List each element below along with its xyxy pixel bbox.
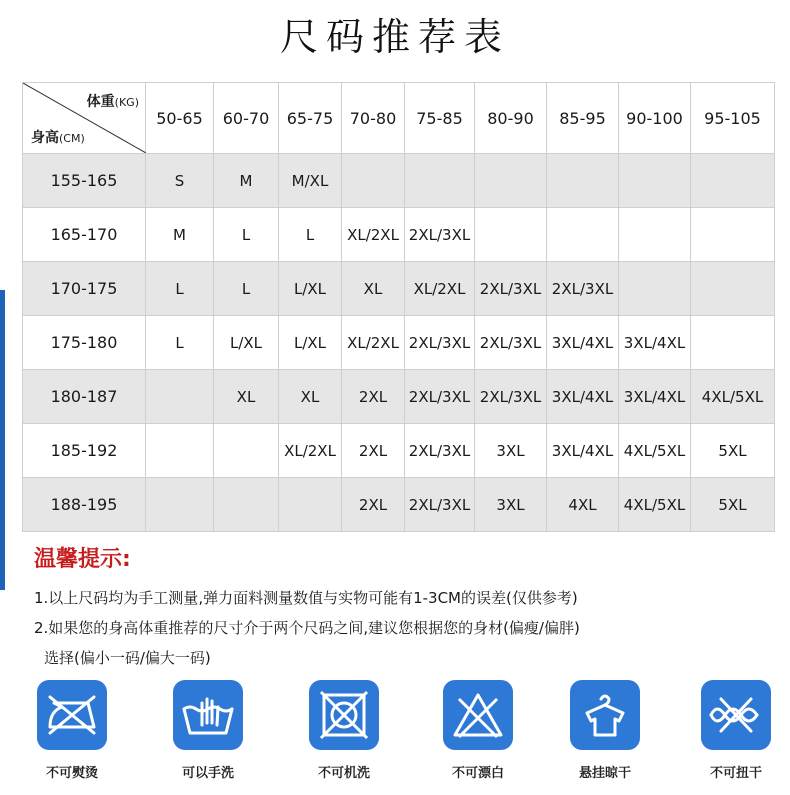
size-cell xyxy=(279,478,342,532)
size-cell: XL xyxy=(279,370,342,424)
size-cell: 2XL xyxy=(342,478,405,532)
size-cell: 2XL/3XL xyxy=(405,370,475,424)
corner-header xyxy=(23,83,146,154)
size-cell: XL xyxy=(214,370,279,424)
no-machine-wash-icon xyxy=(309,680,379,750)
care-label: 可以手洗 xyxy=(181,766,234,781)
height-cell: 180-187 xyxy=(23,370,146,424)
size-cell xyxy=(146,370,214,424)
size-cell xyxy=(691,262,775,316)
size-cell: 3XL/4XL xyxy=(619,370,691,424)
size-chart-table xyxy=(22,82,775,532)
size-cell: XL/2XL xyxy=(405,262,475,316)
hand-wash-icon xyxy=(173,680,243,750)
size-cell: XL xyxy=(342,262,405,316)
care-label: 不可扭干 xyxy=(709,766,762,781)
size-cell: 5XL xyxy=(691,424,775,478)
table-row xyxy=(23,316,775,370)
size-cell: XL/2XL xyxy=(279,424,342,478)
care-item-no-machine-wash xyxy=(304,680,384,781)
height-cell: 175-180 xyxy=(23,316,146,370)
size-cell xyxy=(547,208,619,262)
size-cell: 4XL xyxy=(547,478,619,532)
size-cell xyxy=(146,478,214,532)
weight-header-cell: 80-90 xyxy=(475,83,547,154)
size-cell xyxy=(619,262,691,316)
table-row xyxy=(23,424,775,478)
size-cell: 2XL xyxy=(342,424,405,478)
table-row xyxy=(23,154,775,208)
size-cell xyxy=(475,154,547,208)
size-cell xyxy=(547,154,619,208)
size-cell xyxy=(691,154,775,208)
tip-line-2: 2.如果您的身高体重推荐的尺寸介于两个尺码之间,建议您根据您的身材(偏瘦/偏胖) xyxy=(34,619,580,637)
size-cell: 2XL xyxy=(342,370,405,424)
height-axis-label: 身高(CM) xyxy=(31,130,85,146)
size-cell: 4XL/5XL xyxy=(619,478,691,532)
tips-title: 温馨提示: xyxy=(34,547,131,572)
care-item-hand-wash xyxy=(168,680,248,781)
size-cell: 3XL/4XL xyxy=(547,424,619,478)
tip-line-1: 1.以上尺码均为手工测量,弹力面料测量数值与实物可能有1-3CM的误差(仅供参考) xyxy=(34,589,578,607)
size-cell xyxy=(691,208,775,262)
size-cell: 4XL/5XL xyxy=(619,424,691,478)
weight-axis-label: 体重(KG) xyxy=(86,94,139,110)
page-title: 尺码推荐表 xyxy=(279,15,510,59)
weight-header-cell: 90-100 xyxy=(619,83,691,154)
size-cell: 2XL/3XL xyxy=(475,316,547,370)
height-cell: 170-175 xyxy=(23,262,146,316)
size-cell: L xyxy=(214,262,279,316)
size-cell xyxy=(342,154,405,208)
size-cell: 2XL/3XL xyxy=(405,316,475,370)
table-row xyxy=(23,478,775,532)
size-cell: 4XL/5XL xyxy=(691,370,775,424)
care-label: 悬挂晾干 xyxy=(578,766,631,781)
size-cell xyxy=(214,478,279,532)
table-row xyxy=(23,370,775,424)
weight-header-row xyxy=(23,83,775,154)
size-cell: 2XL/3XL xyxy=(475,262,547,316)
size-cell: 5XL xyxy=(691,478,775,532)
size-cell: 2XL/3XL xyxy=(405,424,475,478)
weight-header-cell: 65-75 xyxy=(279,83,342,154)
no-wring-icon xyxy=(701,680,771,750)
size-cell: XL/2XL xyxy=(342,316,405,370)
size-cell: L/XL xyxy=(279,262,342,316)
size-cell: XL/2XL xyxy=(342,208,405,262)
height-cell: 155-165 xyxy=(23,154,146,208)
hang-dry-icon xyxy=(570,680,640,750)
size-cell: 3XL/4XL xyxy=(547,316,619,370)
weight-header-cell: 75-85 xyxy=(405,83,475,154)
table-row xyxy=(23,208,775,262)
care-item-hang-dry xyxy=(565,680,645,781)
size-cell: M/XL xyxy=(279,154,342,208)
care-label: 不可熨烫 xyxy=(45,766,98,781)
left-edge-stripe xyxy=(0,290,5,590)
size-cell: 2XL/3XL xyxy=(547,262,619,316)
size-cell: 2XL/3XL xyxy=(475,370,547,424)
size-cell xyxy=(691,316,775,370)
size-cell: 2XL/3XL xyxy=(405,208,475,262)
size-cell: L xyxy=(146,316,214,370)
size-cell xyxy=(146,424,214,478)
care-item-no-bleach xyxy=(438,680,518,781)
tip-line-3: 选择(偏小一码/偏大一码) xyxy=(44,649,211,667)
size-cell: L/XL xyxy=(214,316,279,370)
size-cell xyxy=(405,154,475,208)
size-cell xyxy=(214,424,279,478)
size-cell xyxy=(475,208,547,262)
weight-header-cell: 60-70 xyxy=(214,83,279,154)
care-item-no-wring xyxy=(696,680,776,781)
size-cell: M xyxy=(146,208,214,262)
size-cell: 3XL/4XL xyxy=(619,316,691,370)
size-cell: 3XL xyxy=(475,424,547,478)
size-cell: L xyxy=(214,208,279,262)
height-cell: 185-192 xyxy=(23,424,146,478)
height-cell: 188-195 xyxy=(23,478,146,532)
size-cell: L/XL xyxy=(279,316,342,370)
weight-header-cell: 50-65 xyxy=(146,83,214,154)
size-cell: 3XL/4XL xyxy=(547,370,619,424)
size-cell: M xyxy=(214,154,279,208)
size-cell xyxy=(619,154,691,208)
care-label: 不可漂白 xyxy=(451,766,504,781)
no-iron-icon xyxy=(37,680,107,750)
size-cell: S xyxy=(146,154,214,208)
care-item-no-iron xyxy=(32,680,112,781)
weight-header-cell: 85-95 xyxy=(547,83,619,154)
size-cell: 3XL xyxy=(475,478,547,532)
size-cell: L xyxy=(146,262,214,316)
care-label: 不可机洗 xyxy=(317,766,370,781)
table-row xyxy=(23,262,775,316)
size-cell: 2XL/3XL xyxy=(405,478,475,532)
weight-header-cell: 95-105 xyxy=(691,83,775,154)
weight-header-cell: 70-80 xyxy=(342,83,405,154)
no-bleach-icon xyxy=(443,680,513,750)
size-cell: L xyxy=(279,208,342,262)
height-cell: 165-170 xyxy=(23,208,146,262)
size-cell xyxy=(619,208,691,262)
